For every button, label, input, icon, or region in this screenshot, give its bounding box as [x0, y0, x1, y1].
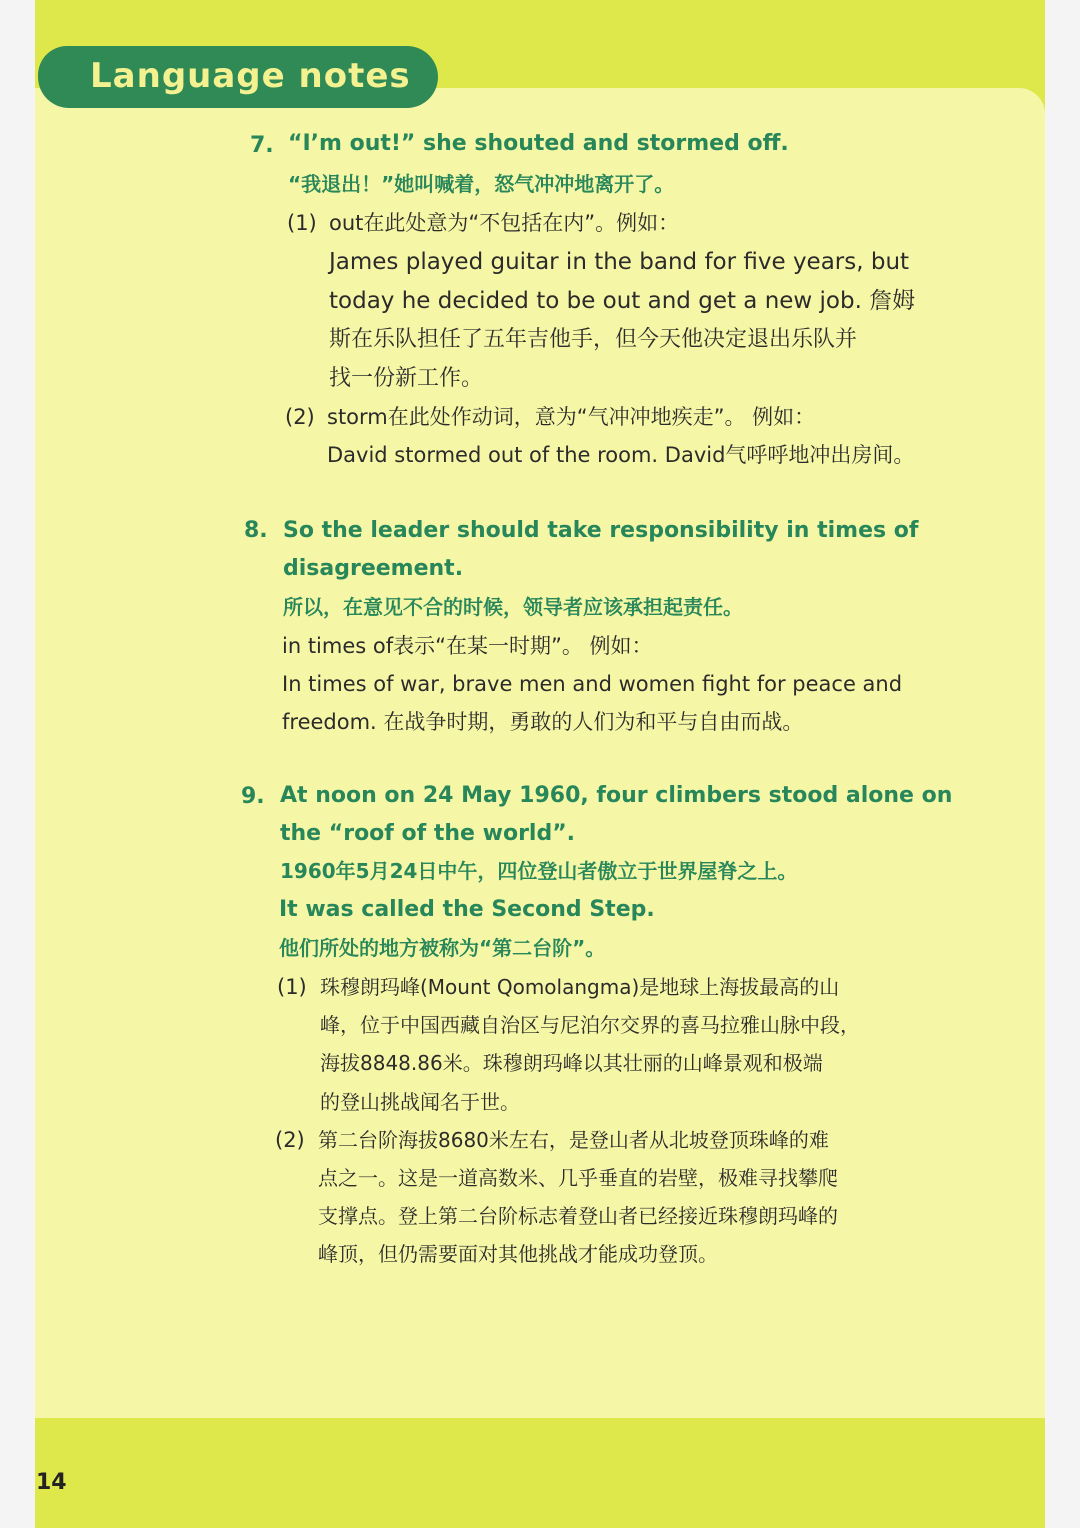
note-7-sub1-marker: (1)	[287, 211, 317, 235]
note-7-sub2-marker: (2)	[285, 405, 315, 429]
note-9-sub1-line2: 峰，位于中国西藏自治区与尼泊尔交界的喜马拉雅山脉中段，	[320, 1013, 860, 1037]
note-9-sub1-marker: (1)	[277, 975, 307, 999]
note-7-translation: “我退出！”她叫喊着，怒气冲冲地离开了。	[288, 172, 675, 196]
note-8-line2: In times of war, brave men and women fight for peace and	[282, 672, 903, 696]
note-9-sub2-line4: 峰顶，但仍需要面对其他挑战才能成功登顶。	[318, 1242, 718, 1266]
note-7-sub1-line5: 找一份新工作。	[329, 366, 484, 391]
note-7-heading: “I’m out!” she shouted and stormed off.	[288, 131, 789, 156]
note-8-heading-line2: disagreement.	[283, 556, 464, 581]
note-9-heading2: It was called the Second Step.	[279, 897, 655, 922]
note-9-number: 9.	[241, 784, 265, 809]
note-7-sub1-line2: James played guitar in the band for five years, but	[329, 249, 910, 275]
note-8-translation: 所以，在意见不合的时候，领导者应该承担起责任。	[283, 595, 743, 619]
note-9-heading-line1: At noon on 24 May 1960, four climbers stood alone on	[280, 783, 953, 808]
note-8-number: 8.	[244, 518, 268, 543]
note-8-line1: in times of表示“在某一时期”。 例如：	[282, 634, 653, 658]
note-9-translation1: 1960年5月24日中午，四位登山者傲立于世界屋脊之上。	[280, 859, 798, 883]
note-7-number: 7.	[250, 133, 274, 158]
note-8-heading-line1: So the leader should take responsibility in times of	[283, 518, 919, 543]
note-9-sub2-line2: 点之一。这是一道高数米、几乎垂直的岩壁，极难寻找攀爬	[318, 1166, 838, 1190]
note-9-sub1-line3: 海拔8848.86米。珠穆朗玛峰以其壮丽的山峰景观和极端	[320, 1051, 823, 1075]
section-title: Language notes	[90, 56, 411, 96]
note-9-heading-line2: the “roof of the world”.	[280, 821, 576, 846]
note-9-sub2-line3: 支撑点。登上第二台阶标志着登山者已经接近珠穆朗玛峰的	[318, 1204, 838, 1228]
note-8-line3: freedom. 在战争时期，勇敢的人们为和平与自由而战。	[282, 710, 804, 734]
note-7-sub1-line3: today he decided to be out and get a new job. 詹姆	[329, 288, 916, 314]
note-9-sub2-marker: (2)	[275, 1128, 305, 1152]
note-9-sub1-line1: 珠穆朗玛峰(Mount Qomolangma)是地球上海拔最高的山	[320, 975, 840, 999]
note-7-sub1-line1: out在此处意为“不包括在内”。例如：	[329, 211, 680, 235]
note-9-translation2: 他们所处的地方被称为“第二台阶”。	[279, 936, 606, 960]
note-7-sub2-line2: David stormed out of the room. David气呼呼地冲出房间。	[327, 443, 915, 467]
page-number: 14	[36, 1470, 67, 1495]
note-9-sub1-line4: 的登山挑战闻名于世。	[320, 1090, 520, 1114]
note-7-sub2-line1: storm在此处作动词，意为“气冲冲地疾走”。 例如：	[327, 405, 816, 429]
note-7-sub1-line4: 斯在乐队担任了五年吉他手，但今天他决定退出乐队并	[329, 327, 858, 352]
note-9-sub2-line1: 第二台阶海拔8680米左右，是登山者从北坡登顶珠峰的难	[318, 1128, 829, 1152]
